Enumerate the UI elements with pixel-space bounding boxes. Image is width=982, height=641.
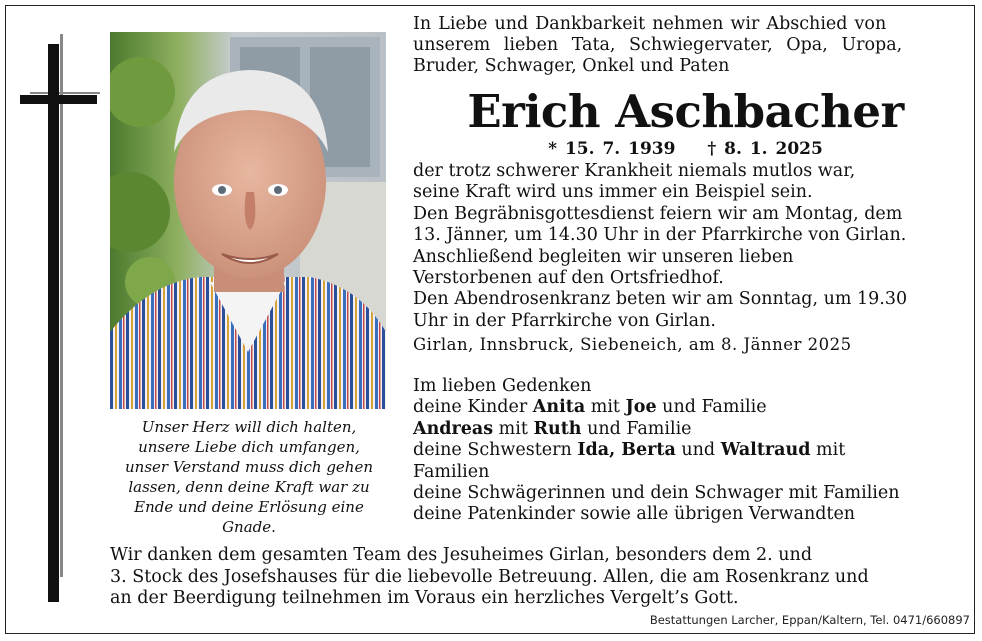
body-line: Verstorbenen auf den Ortsfriedhof.: [413, 268, 724, 289]
mourner-line: Andreas mit Ruth und Familie: [413, 418, 692, 439]
mourners-list: [413, 376, 963, 526]
mourner-line: deine Schwägerinnen und dein Schwager mit Familien: [413, 483, 900, 504]
birth-date: * 15. 7. 1939: [548, 139, 676, 159]
poem: [108, 417, 390, 537]
poem-line: Ende und deine Erlösung eine: [134, 498, 364, 516]
body-line: Den Begräbnisgottesdienst feiern wir am Montag, dem: [413, 203, 903, 224]
intro-line: Bruder, Schwager, Onkel und Paten: [413, 56, 730, 76]
mourner-line: deine Patenkinder sowie alle übrigen Verwandten: [413, 504, 856, 525]
mourners-heading: Im lieben Gedenken: [413, 376, 592, 396]
mourner-line: deine Schwestern Ida, Berta und Waltraud mit: [413, 440, 846, 461]
mourner-line: deine Kinder Anita mit Joe und Familie: [413, 397, 767, 418]
body-line: seine Kraft wird uns immer ein Beispiel sein.: [413, 182, 813, 203]
body-line: der trotz schwerer Krankheit niemals mutlos war,: [413, 161, 856, 181]
intro-line: unserem lieben Tata, Schwiegervater, Opa, Uropa,: [413, 35, 903, 55]
poem-line: Gnade.: [222, 518, 276, 536]
body-line: Den Abendrosenkranz beten wir am Sonntag, um 19.30: [413, 289, 908, 310]
body-line: Anschließend begleiten wir unseren lieben: [413, 246, 794, 267]
intro-line: In Liebe und Dankbarkeit nehmen wir Abschied von: [413, 14, 887, 34]
deceased-name: Erich Aschbacher: [467, 85, 904, 138]
funeral-home-credit: Bestattungen Larcher, Eppan/Kaltern, Tel. 0471/660897: [649, 613, 970, 627]
body-line: Uhr in der Pfarrkirche von Girlan.: [413, 310, 716, 331]
mourner-line: Familien: [413, 461, 490, 482]
intro-text: [413, 14, 958, 77]
death-date: † 8. 1. 2025: [707, 139, 823, 159]
thanks-line: Wir danken dem gesamten Team des Jesuheimes Girlan, besonders dem 2. und: [110, 545, 813, 565]
service-text: [413, 161, 963, 356]
poem-line: Unser Herz will dich halten,: [141, 418, 357, 436]
body-line: 13. Jänner, um 14.30 Uhr in der Pfarrkirche von Girlan.: [413, 225, 907, 246]
thanks-line: an der Beerdigung teilnehmen im Voraus ein herzliches Vergelt’s Gott.: [110, 588, 739, 609]
thanks-text: [110, 545, 960, 610]
thanks-line: 3. Stock des Josefshauses für die liebevolle Betreuung. Allen, die am Rosenkranz und: [110, 566, 869, 587]
poem-line: unser Verstand muss dich gehen: [125, 458, 373, 476]
place-date: Girlan, Innsbruck, Siebeneich, am 8. Jänner 2025: [413, 335, 852, 355]
poem-line: lassen, denn deine Kraft war zu: [128, 478, 370, 496]
portrait-photo: [110, 32, 386, 409]
poem-line: unsere Liebe dich umfangen,: [138, 438, 360, 456]
life-dates: [413, 138, 958, 160]
